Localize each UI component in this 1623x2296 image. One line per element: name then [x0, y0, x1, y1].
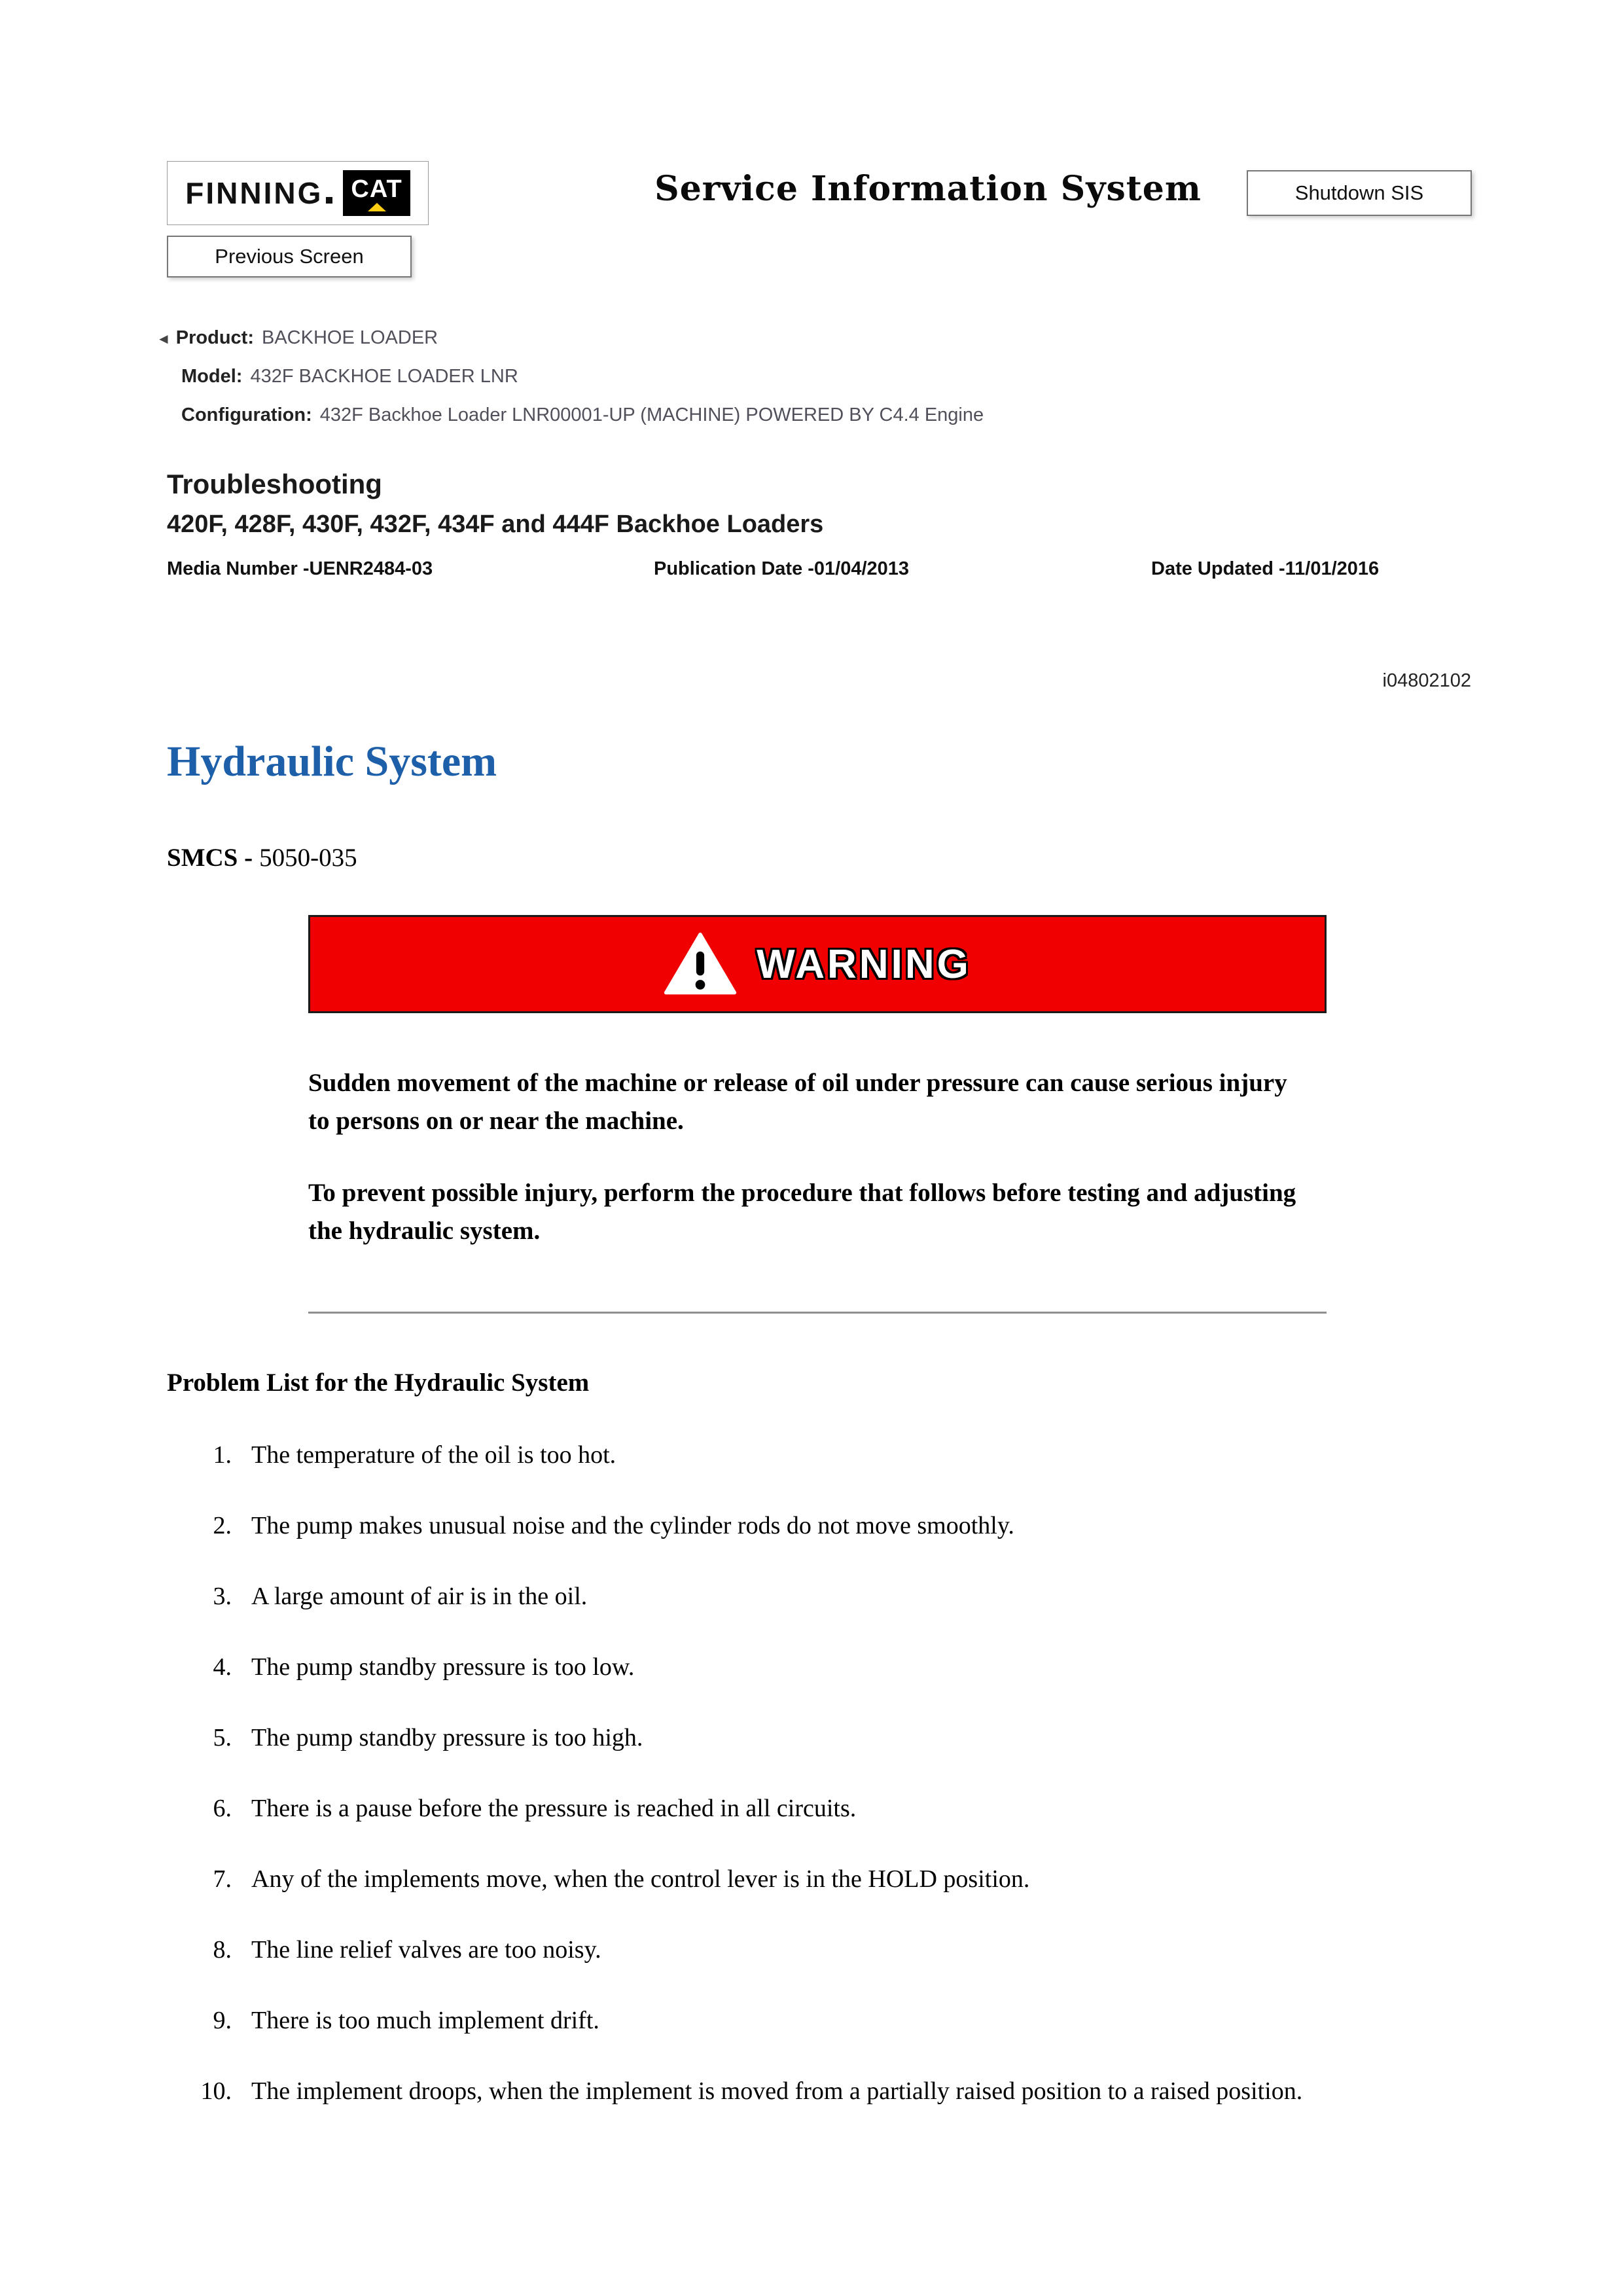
doc-models-title: 420F, 428F, 430F, 432F, 434F and 444F Backhoe Loaders — [167, 511, 824, 538]
problem-list — [167, 1439, 1384, 2145]
list-item — [167, 1439, 1384, 1471]
product-row — [156, 327, 984, 366]
publication-date: Publication Date -01/04/2013 — [654, 558, 910, 579]
media-number: Media Number -UENR2484-03 — [167, 558, 433, 579]
model-label: Model: — [181, 366, 243, 387]
back-arrow-icon: ◄ — [156, 331, 171, 347]
list-item-number: 10. — [200, 2077, 232, 2105]
document-id: i04802102 — [1382, 670, 1471, 691]
finning-brand-dot — [326, 197, 332, 204]
list-item — [167, 1580, 1384, 1613]
list-item-number: 4. — [213, 1653, 232, 1681]
list-item-number: 1. — [213, 1441, 232, 1469]
list-item — [167, 1509, 1384, 1542]
list-item-text: The temperature of the oil is too hot. — [251, 1441, 616, 1469]
list-item-text: A large amount of air is in the oil. — [251, 1583, 588, 1610]
shutdown-sis-button[interactable]: Shutdown SIS — [1247, 170, 1472, 216]
list-item-text: The line relief valves are too noisy. — [251, 1936, 601, 1964]
article-heading: Hydraulic System — [167, 738, 497, 785]
doc-meta-row — [167, 558, 1476, 584]
list-item-text: The pump standby pressure is too high. — [251, 1724, 643, 1751]
configuration-row — [156, 404, 984, 443]
finning-cat-logo — [167, 161, 429, 225]
warning-banner — [308, 915, 1327, 1013]
list-item-text: There is too much implement drift. — [251, 2007, 599, 2034]
doc-section-title: Troubleshooting — [167, 469, 382, 499]
smcs-line — [167, 843, 357, 872]
list-item-text: There is a pause before the pressure is reached in all circuits. — [251, 1795, 857, 1822]
list-item-number: 2. — [213, 1512, 232, 1539]
list-item-text: The pump makes unusual noise and the cylinder rods do not move smoothly. — [251, 1512, 1014, 1539]
section-divider — [308, 1312, 1327, 1314]
cat-logo-text: CAT — [351, 175, 402, 203]
list-item — [167, 2075, 1384, 2108]
warning-title: WARNING — [757, 941, 971, 987]
list-item-number: 9. — [213, 2007, 232, 2034]
finning-wordmark — [185, 175, 332, 211]
list-item-number: 6. — [213, 1795, 232, 1822]
configuration-label: Configuration: — [181, 404, 312, 425]
app-title: Service Information System — [654, 169, 1202, 209]
list-item — [167, 1863, 1384, 1895]
smcs-label: SMCS - — [167, 844, 253, 872]
list-item-text: Any of the implements move, when the control lever is in the HOLD position. — [251, 1865, 1030, 1893]
list-item — [167, 1721, 1384, 1754]
smcs-value: 5050-035 — [259, 844, 357, 872]
model-value: 432F BACKHOE LOADER LNR — [250, 366, 518, 387]
configuration-value: 432F Backhoe Loader LNR00001-UP (MACHINE) POWERED BY C4.4 Engine — [319, 404, 984, 425]
document-header — [167, 469, 1476, 584]
list-item-number: 7. — [213, 1865, 232, 1893]
cat-logo-triangle-icon — [368, 203, 386, 211]
list-item-number: 3. — [213, 1583, 232, 1610]
list-item — [167, 1933, 1384, 1966]
list-item-text: The implement droops, when the implement is moved from a partially raised position to a raised position. — [251, 2077, 1303, 2105]
warning-paragraph-2: To prevent possible injury, perform the procedure that follows before testing and adjusting the hydraulic system. — [308, 1179, 1296, 1245]
date-updated: Date Updated -11/01/2016 — [1151, 558, 1380, 579]
product-value: BACKHOE LOADER — [262, 327, 438, 348]
product-info — [156, 327, 984, 443]
warning-triangle-icon — [664, 932, 737, 996]
list-item — [167, 1651, 1384, 1683]
model-row — [156, 366, 984, 404]
previous-screen-button[interactable]: Previous Screen — [167, 236, 412, 278]
list-item — [167, 1792, 1384, 1825]
warning-paragraph-1: Sudden movement of the machine or release of oil under pressure can cause serious injury to persons on or near the machine. — [308, 1069, 1287, 1135]
list-item — [167, 2004, 1384, 2037]
product-label: Product: — [175, 327, 254, 348]
cat-logo — [343, 170, 410, 216]
list-item-number: 5. — [213, 1724, 232, 1751]
finning-brand-text: FINNING — [185, 176, 323, 210]
problem-list-heading: Problem List for the Hydraulic System — [167, 1369, 590, 1397]
list-item-number: 8. — [213, 1936, 232, 1964]
list-item-text: The pump standby pressure is too low. — [251, 1653, 635, 1681]
